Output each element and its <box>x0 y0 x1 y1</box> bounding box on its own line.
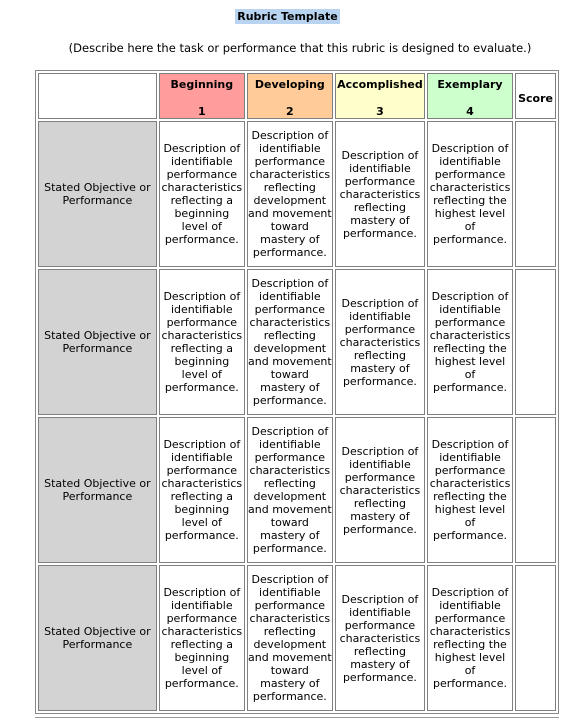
cell-accomplished[interactable]: Description of identifiable performance characteristics reflecting mastery of performance. <box>335 121 425 267</box>
table-row <box>38 417 556 563</box>
row-objective <box>38 121 157 267</box>
table-row <box>38 269 556 415</box>
column-number: 4 <box>466 105 474 118</box>
column-number: 2 <box>286 105 294 118</box>
cell-developing[interactable]: Description of identifiable performance characteristics reflecting development and movement toward mastery of performance. <box>247 417 333 563</box>
score-cell[interactable] <box>515 417 556 563</box>
header-row <box>38 73 556 119</box>
objective-label: Stated Objective or Performance <box>44 181 151 207</box>
column-label: Accomplished <box>337 78 423 91</box>
cell-beginning[interactable]: Description of identifiable performance characteristics reflecting a beginning level of performance. <box>159 565 245 711</box>
cell-developing[interactable]: Description of identifiable performance characteristics reflecting development and movement toward mastery of performance. <box>247 269 333 415</box>
cell-exemplary[interactable]: Description of identifiable performance characteristics reflecting the highest level of performance. <box>427 269 513 415</box>
rubric-instructions: (Describe here the task or performance that this rubric is designed to evaluate.) <box>68 41 532 55</box>
cell-exemplary[interactable]: Description of identifiable performance characteristics reflecting the highest level of performance. <box>427 121 513 267</box>
header-beginning <box>159 73 245 119</box>
cell-accomplished[interactable]: Description of identifiable performance characteristics reflecting mastery of performance. <box>335 269 425 415</box>
objective-label: Stated Objective or Performance <box>44 477 151 503</box>
cell-beginning[interactable]: Description of identifiable performance characteristics reflecting a beginning level of performance. <box>159 269 245 415</box>
header-corner <box>38 73 157 119</box>
cell-beginning[interactable]: Description of identifiable performance characteristics reflecting a beginning level of performance. <box>159 121 245 267</box>
cell-accomplished[interactable]: Description of identifiable performance characteristics reflecting mastery of performance. <box>335 565 425 711</box>
column-label: Beginning <box>170 78 234 91</box>
rubric-table <box>35 70 559 714</box>
cell-accomplished[interactable]: Description of identifiable performance characteristics reflecting mastery of performance. <box>335 417 425 563</box>
column-number: 3 <box>376 105 384 118</box>
row-objective <box>38 269 157 415</box>
cell-exemplary[interactable]: Description of identifiable performance characteristics reflecting the highest level of performance. <box>427 417 513 563</box>
row-objective <box>38 565 157 711</box>
table-row <box>38 121 556 267</box>
header-exemplary <box>427 73 513 119</box>
score-cell[interactable] <box>515 269 556 415</box>
table-bottom-edge <box>35 717 559 722</box>
column-number: 1 <box>197 105 206 118</box>
column-label: Score <box>518 91 553 105</box>
cell-beginning[interactable]: Description of identifiable performance characteristics reflecting a beginning level of performance. <box>159 417 245 563</box>
header-score <box>515 73 556 119</box>
table-row <box>38 565 556 711</box>
cell-developing[interactable]: Description of identifiable performance characteristics reflecting development and movement toward mastery of performance. <box>247 121 333 267</box>
title-container <box>0 9 575 24</box>
objective-label: Stated Objective or Performance <box>44 625 151 651</box>
objective-label: Stated Objective or Performance <box>44 329 151 355</box>
page-title[interactable]: Rubric Template <box>237 10 338 23</box>
score-cell[interactable] <box>515 565 556 711</box>
row-objective <box>38 417 157 563</box>
score-cell[interactable] <box>515 121 556 267</box>
cell-exemplary[interactable]: Description of identifiable performance characteristics reflecting the highest level of performance. <box>427 565 513 711</box>
header-developing <box>247 73 333 119</box>
column-label: Developing <box>254 78 325 91</box>
column-label: Exemplary <box>437 78 503 91</box>
header-accomplished <box>335 73 425 119</box>
cell-developing[interactable]: Description of identifiable performance characteristics reflecting development and movement toward mastery of performance. <box>247 565 333 711</box>
